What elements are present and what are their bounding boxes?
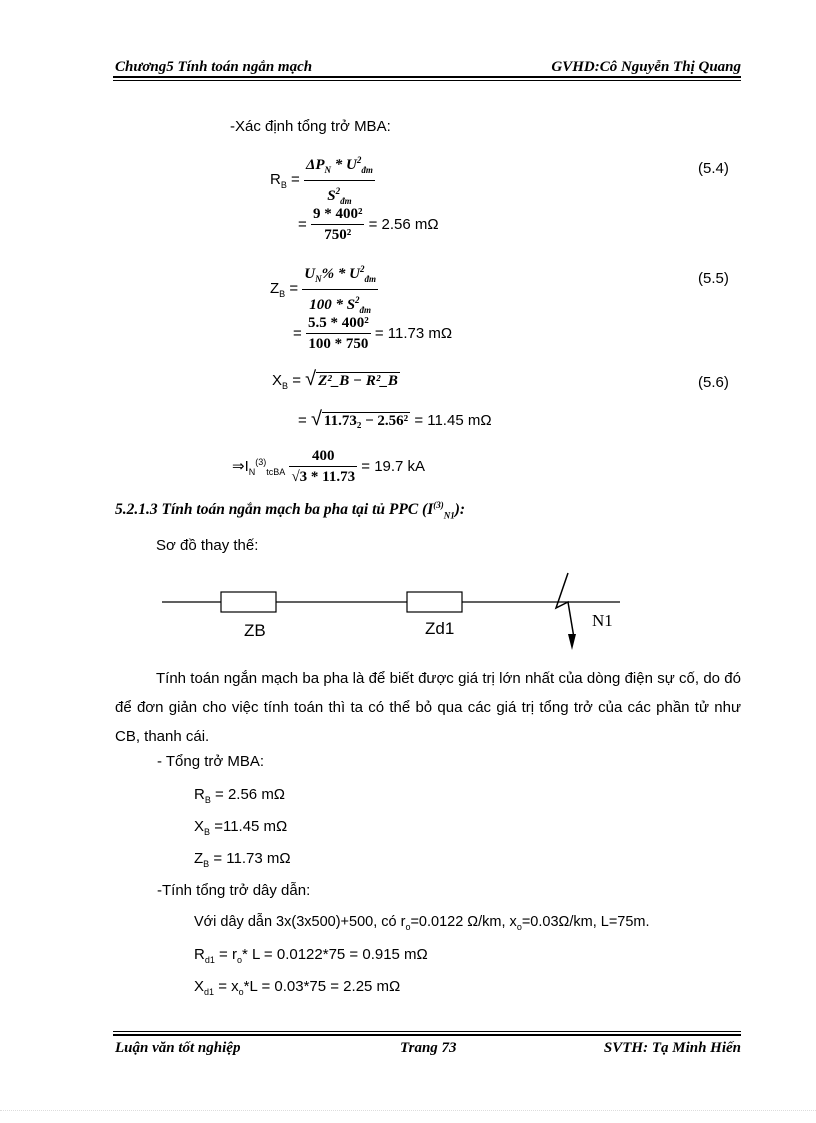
section-heading: 5.2.1.3 Tính toán ngắn mạch ba pha tại tủ PPC $(I^{(3)}_{N1})$: [115, 500, 466, 521]
eq-number-5-6: (5.6) [698, 374, 729, 391]
in-fraction: $\frac{400}{√3 * 11.73}$ [291, 448, 356, 485]
zb-calc: = $\frac{\text{5.5 * 400²}}{100 * 750}$ = 11.73 mΩ [293, 315, 453, 352]
schema-label: Sơ đồ thay thế: [156, 537, 259, 554]
equivalent-circuit-diagram [150, 568, 630, 660]
footer-rule-thin [113, 1031, 741, 1032]
mba-title: - Tổng trở MBA: [157, 753, 265, 770]
body-paragraph: Tính toán ngắn mạch ba pha là để biết được giá trị lớn nhất của dòng điện sự cố, do đó để đơn giản cho việc tính toán thì ta có thể bỏ qua các giá trị tổng trở của các phần tử như CB, thanh cái. [115, 670, 741, 745]
zb-calc-fraction: $\frac{\text{5.5 * 400²}}{100 * 750}$ [307, 315, 369, 352]
in-calc: $\Rightarrow I_N^{(3)}_{tcBA}$ $\frac{400}{√3 * 11.73}$ = 19.7 kA [232, 448, 426, 485]
label-zd1: Zd1 [425, 619, 455, 638]
eq-number-5-4: (5.4) [698, 160, 729, 177]
xb-value-line: $X_B =11.45$ mΩ [194, 818, 288, 837]
impedance-zb [221, 592, 276, 612]
zb-fraction: $\frac{U_N\% * U^2_{đm}}{100 * S^2_{đm}}$ [302, 259, 378, 320]
zb-value-line: $Z_B = 11.73$ mΩ [194, 850, 291, 869]
header-rule-thin [113, 80, 741, 81]
label-zb: ZB [244, 621, 266, 640]
rb-calc-fraction: $\frac{\text{9 * 400²}}{\text{750²}}$ [312, 206, 363, 243]
eq-number-5-5: (5.5) [698, 270, 729, 287]
xb-formula: $X_B$ = √ Z²_B − R²_B [272, 368, 398, 391]
footer-right: SVTH: Tạ Minh Hiến [603, 1040, 741, 1056]
footer-left: Luận văn tốt nghiệp [115, 1040, 241, 1056]
wire-title: -Tính tổng trở dây dẫn: [157, 882, 311, 899]
xb-calc: = √ 11.73₂ − 2.56² = 11.45 mΩ [298, 408, 492, 430]
footer-center: Trang 73 [400, 1040, 457, 1056]
page-bottom-edge [0, 1110, 816, 1111]
calc-intro: -Xác định tổng trở MBA: [230, 118, 391, 135]
fault-arrow [568, 634, 576, 650]
xd1-line: $X_{d1} = x_o*L = 0.03*75 = 2.25$ mΩ [194, 978, 401, 997]
impedance-zd1 [407, 592, 462, 612]
rb-calc: = $\frac{\text{9 * 400²}}{\text{750²}}$ = 2.56 mΩ [298, 206, 439, 243]
wire-description: Với dây dẫn 3x(3x500)+500, có $r_o=0.0122$ Ω/km, $x_o=0.03\Omega/km$, L=75m. [194, 914, 650, 932]
label-n1: N1 [592, 611, 613, 630]
header-rule-thick [113, 76, 741, 78]
rb-value-line: $R_B = 2.56$ mΩ [194, 786, 286, 805]
fault-symbol [556, 573, 574, 638]
zb-formula: $Z_B$ = $\frac{U_N\% * U^2_{đm}}{100 * S^2_{đm}}$ [270, 259, 378, 320]
header-left: Chương5 Tính toán ngắn mạch [115, 59, 313, 75]
rb-formula: $R_B$ = $\frac{\Delta P_N * U^2_{đm}}{S^2_{đm}}$ [270, 150, 375, 211]
rd1-line: $R_{d1} = r_o*$ L = 0.0122*75 = 0.915 mΩ [194, 946, 428, 965]
footer-rule-thick [113, 1034, 741, 1036]
header-right: GVHD:Cô Nguyễn Thị Quang [551, 59, 741, 75]
rb-fraction: $\frac{\Delta P_N * U^2_{đm}}{S^2_{đm}}$ [304, 150, 375, 211]
